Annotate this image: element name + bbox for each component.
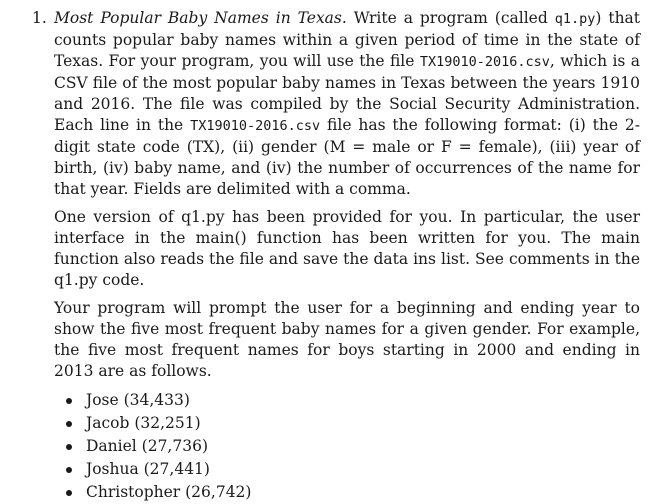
list-item-text: Christopher (26,742) (86, 483, 252, 501)
problem-content (54, 8, 640, 504)
list-item (66, 435, 640, 458)
list-item-text: Daniel (27,736) (86, 437, 208, 455)
data-filename-ref: TX19010-2016.csv (190, 118, 321, 134)
intro-text-4: file has the following format: (i) the 2-digit state code (TX), (ii) gender (M = male or F = female), (iii) year of birth, (iv) baby name, and (iv) the number of occurrences of the name for that year. Fields are delimited with a comma. (54, 116, 641, 198)
task-paragraph: Your program will prompt the user for a beginning and ending year to show the five most frequent baby names for a given gender. For example, the five most frequent names for boys starting in 2000 and ending in 2013 are as follows. (54, 299, 640, 380)
list-item-text: Jose (34,433) (86, 391, 190, 409)
bullet-icon (66, 421, 72, 427)
intro-text-2: ) that counts popular baby names within a given period of time in the state of Texas. For your program, you will use the file (54, 9, 641, 70)
problem-intro-paragraph (54, 8, 640, 200)
provided-code-paragraph: One version of q1.py has been provided for you. In particular, the user interface in the main() function has been written for you. The main function also reads the file and save the data ins list. See comments in the q1.py code. (54, 208, 640, 289)
intro-text-3: , which is a CSV file of the most popular baby names in Texas between the years 1910 and 2016. The file was compiled by the Social Security Administration. Each line in the (54, 52, 640, 134)
bullet-icon (66, 398, 72, 404)
bullet-icon (66, 444, 72, 450)
data-filename: TX19010-2016.csv (419, 54, 550, 70)
problem-number: 1. (32, 9, 47, 27)
list-item-text: Jacob (32,251) (86, 414, 201, 432)
bullet-icon (66, 490, 72, 496)
list-item-text: Joshua (27,441) (86, 460, 210, 478)
problem-title: Most Popular Baby Names in Texas. (54, 9, 347, 27)
program-filename: q1.py (554, 11, 596, 27)
bullet-icon (66, 467, 72, 473)
list-item (66, 458, 640, 481)
intro-text-1: Write a program (called (346, 9, 555, 27)
list-item (66, 389, 640, 412)
names-list (54, 389, 640, 504)
list-item (66, 481, 640, 504)
list-item (66, 412, 640, 435)
